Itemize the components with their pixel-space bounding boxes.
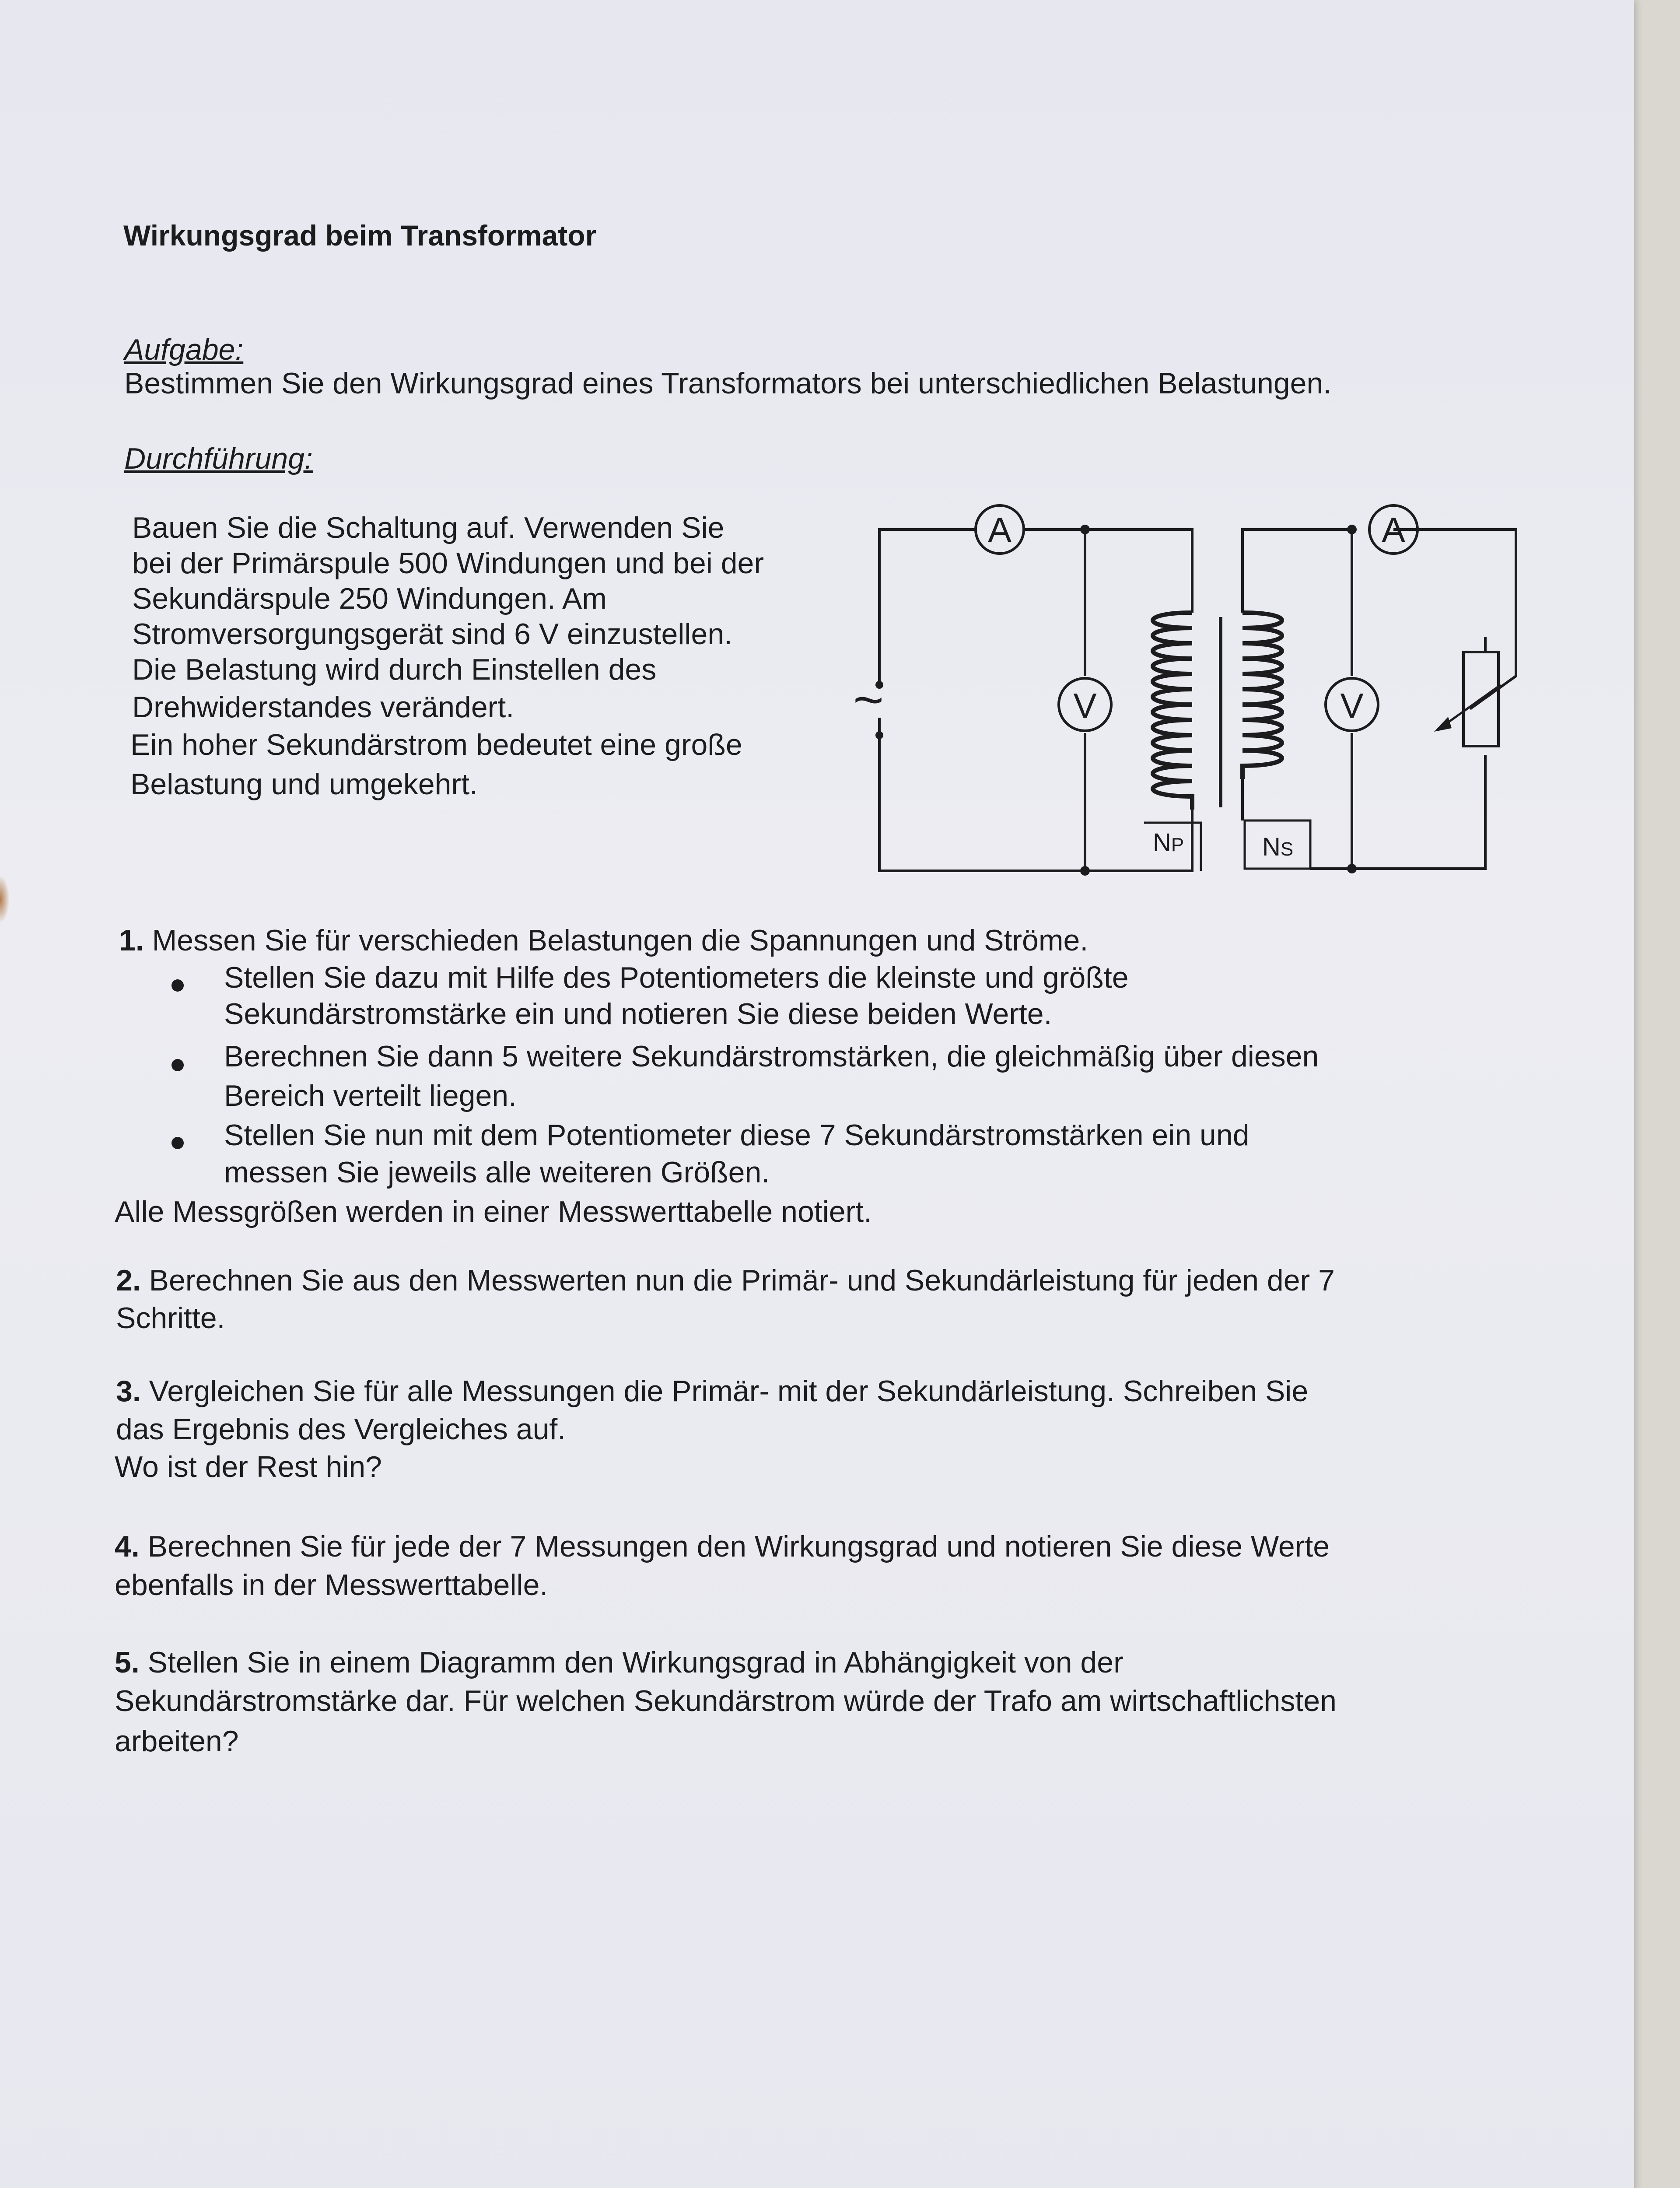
task-number: 1. [119, 924, 144, 957]
task-number: 3. [116, 1375, 141, 1408]
task-number: 2. [116, 1264, 141, 1297]
task-line: Sekundärstromstärke dar. Für welchen Sekundärstrom würde der Trafo am wirtschaftlichsten [115, 1684, 1337, 1718]
task-line: arbeiten? [115, 1725, 239, 1758]
task-text: Messen Sie für verschieden Belastungen die Spannungen und Ströme. [152, 924, 1088, 957]
bullet-dot [172, 1137, 184, 1149]
durchfuehrung-heading: Durchführung: [124, 442, 313, 475]
primary-coil [1153, 613, 1192, 810]
task-line: Wo ist der Rest hin? [115, 1450, 382, 1483]
bullet-line: messen Sie jeweils alle weiteren Größen. [224, 1156, 770, 1189]
bullet-line: Berechnen Sie dann 5 weitere Sekundärstromstärken, die gleichmäßig über diesen [224, 1040, 1319, 1073]
paragraph-line: bei der Primärspule 500 Windungen und bei der [132, 547, 764, 580]
variable-resistor [1434, 652, 1501, 746]
task-text: Vergleichen Sie für alle Messungen die Primär- mit der Sekundärleistung. Schreiben Sie [149, 1375, 1309, 1408]
paragraph-line: Belastung und umgekehrt. [130, 768, 478, 801]
bullet-line: Stellen Sie dazu mit Hilfe des Potentiometers die kleinste und größte [224, 961, 1129, 994]
task-text: Berechnen Sie für jede der 7 Messungen den Wirkungsgrad und notieren Sie diese Werte [147, 1530, 1330, 1563]
paragraph-line: Sekundärspule 250 Windungen. Am [132, 582, 607, 615]
junction-dot [1080, 866, 1090, 876]
task-line [116, 1266, 1335, 1295]
task-text: Berechnen Sie aus den Messwerten nun die Primär- und Sekundärleistung für jeden der 7 [149, 1264, 1335, 1297]
paper-edge-mark [0, 875, 10, 923]
task-line: ebenfalls in der Messwerttabelle. [115, 1568, 548, 1602]
task-text: Stellen Sie in einem Diagramm den Wirkungsgrad in Abhängigkeit von der [147, 1646, 1124, 1679]
paragraph-line: Bauen Sie die Schaltung auf. Verwenden Sie [132, 511, 724, 544]
bullet-line: Bereich verteilt liegen. [224, 1079, 517, 1112]
task-line [116, 1376, 1308, 1406]
paragraph-line: Ein hoher Sekundärstrom bedeutet eine große [130, 728, 742, 761]
task-line: Schritte. [116, 1301, 225, 1335]
transformer-circuit-diagram [831, 490, 1531, 893]
task-line [119, 926, 1088, 955]
secondary-coil [1242, 613, 1282, 779]
ac-source-symbol: ~ [853, 670, 884, 729]
page-title: Wirkungsgrad beim Transformator [123, 219, 597, 252]
junction-dot [1347, 864, 1357, 873]
voltmeter-label: V [1340, 686, 1364, 725]
paragraph-line: Drehwiderstandes verändert. [132, 691, 514, 724]
bullet-line: Stellen Sie nun mit dem Potentiometer diese 7 Sekundärstromstärken ein und [224, 1119, 1250, 1152]
bullet-dot [172, 979, 184, 992]
secondary-turns-label: NS [1262, 833, 1294, 861]
task-number: 5. [115, 1646, 140, 1679]
paragraph-line: Die Belastung wird durch Einstellen des [132, 653, 657, 686]
junction-dot [1080, 525, 1090, 534]
task-note: Alle Messgrößen werden in einer Messwerttabelle notiert. [115, 1195, 872, 1228]
voltmeter-label: V [1073, 686, 1097, 725]
primary-turns-label: NP [1153, 828, 1184, 857]
task-line [115, 1532, 1330, 1561]
bullet-dot [172, 1059, 184, 1071]
task-line: das Ergebnis des Vergleiches auf. [116, 1413, 566, 1446]
paragraph-line: Stromversorgungsgerät sind 6 V einzustellen. [132, 617, 733, 651]
junction-dot [1347, 525, 1357, 534]
bullet-line: Sekundärstromstärke ein und notieren Sie diese beiden Werte. [224, 997, 1052, 1031]
aufgabe-text: Bestimmen Sie den Wirkungsgrad eines Transformators bei unterschiedlichen Belastungen. [124, 367, 1332, 400]
task-line [115, 1648, 1124, 1677]
ammeter-label: A [988, 510, 1012, 549]
aufgabe-heading: Aufgabe: [124, 333, 244, 366]
task-number: 4. [115, 1530, 140, 1563]
ammeter-label: A [1382, 510, 1405, 549]
